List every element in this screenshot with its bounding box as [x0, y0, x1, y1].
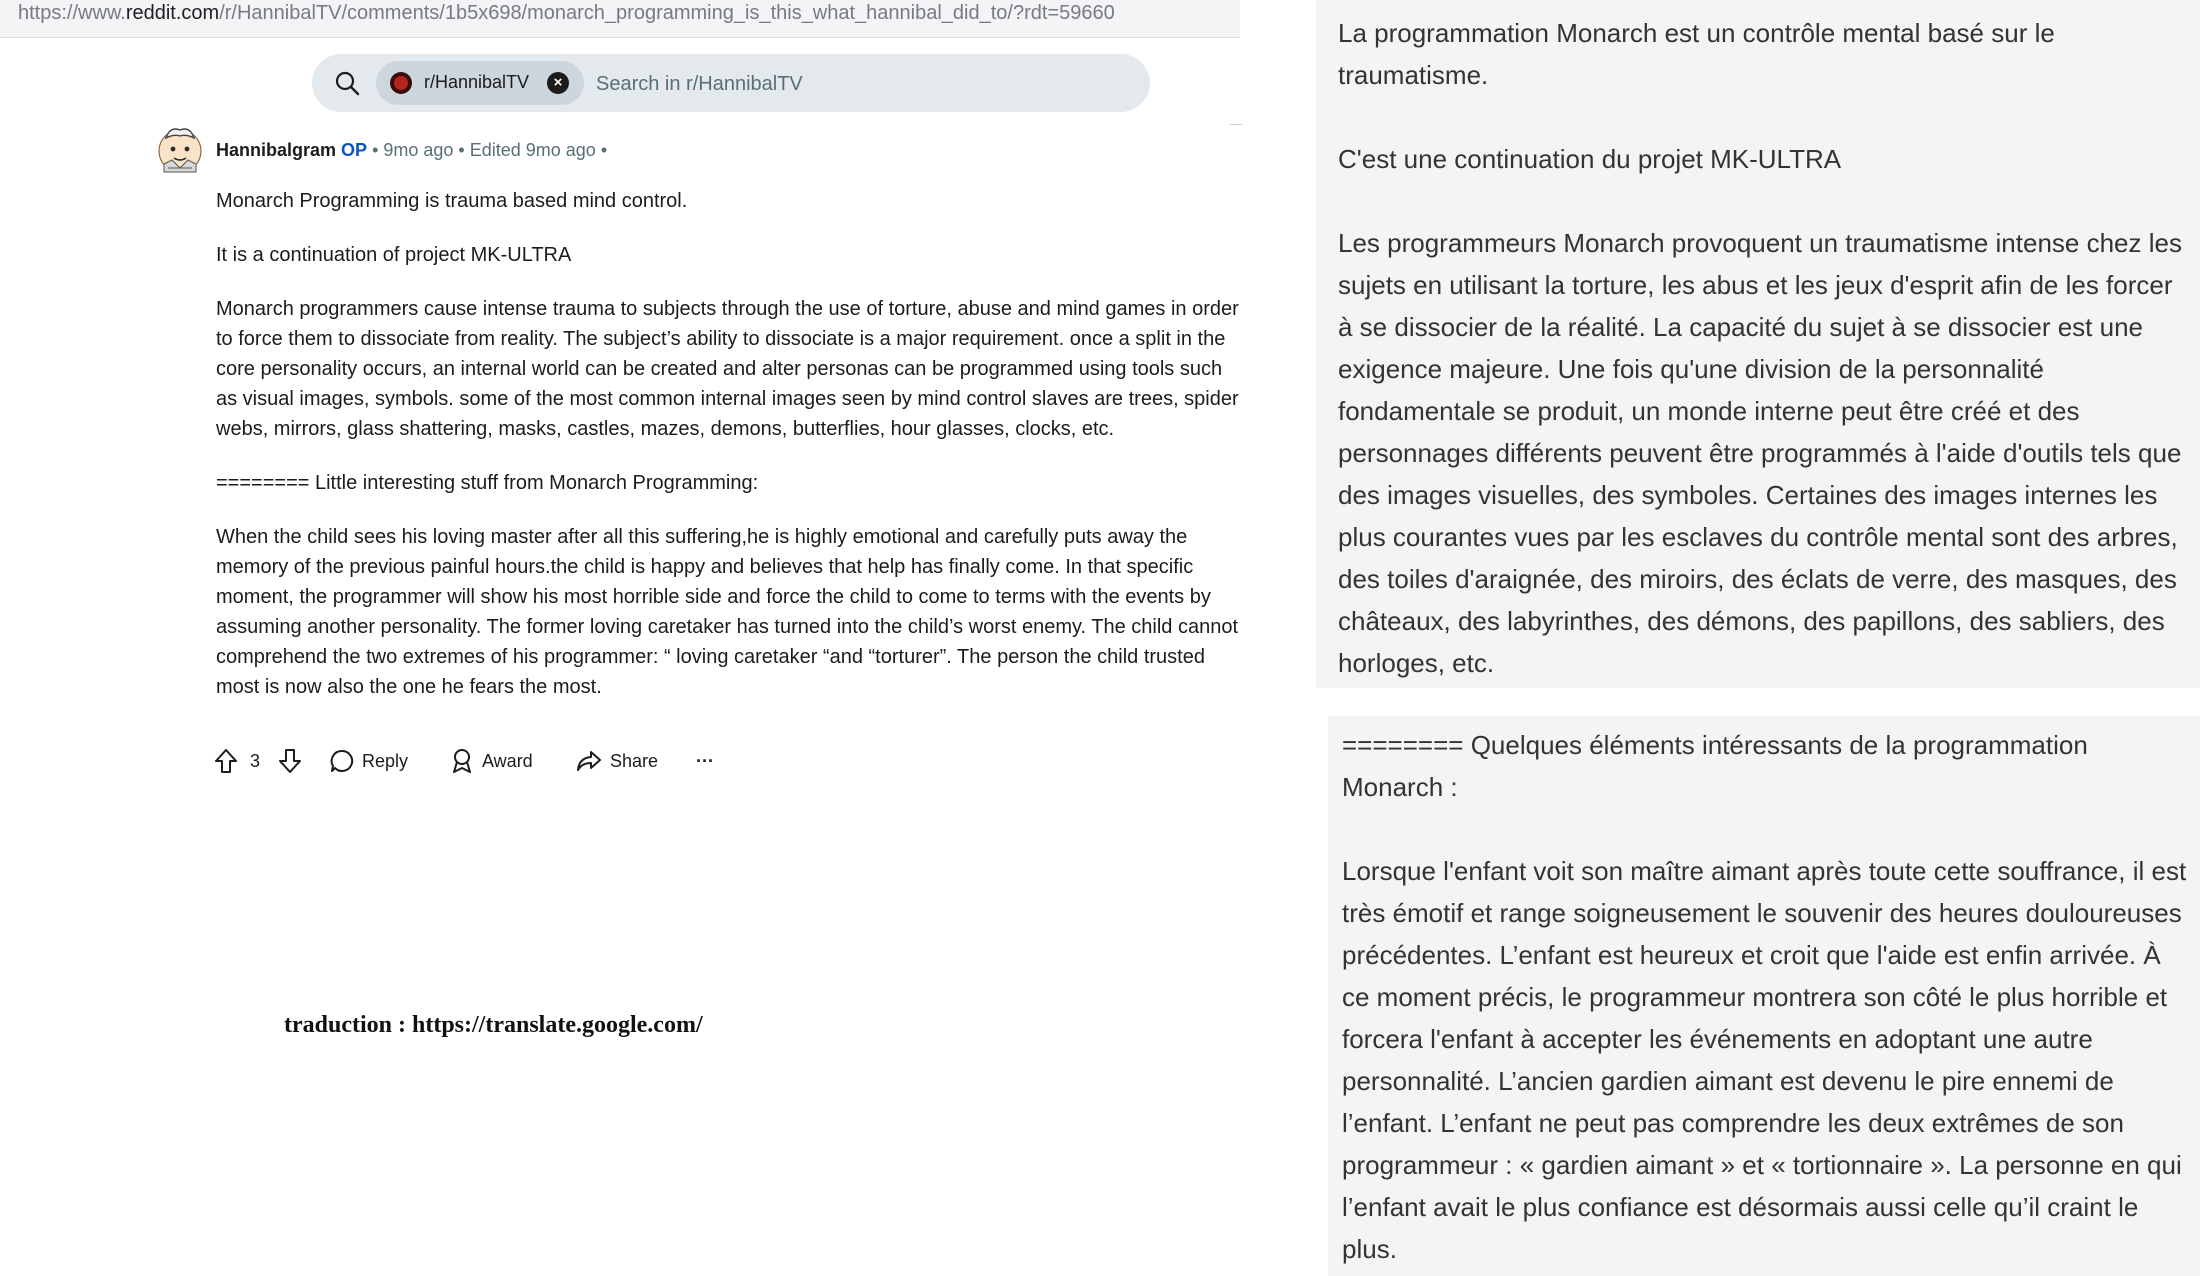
comment-paragraph: It is a continuation of project MK-ULTRA	[216, 244, 572, 266]
upvote-button[interactable]	[214, 746, 238, 776]
translation-panel-top	[1316, 0, 2200, 688]
translation-credit: traduction : https://translate.google.com/	[284, 1012, 703, 1038]
reply-label: Reply	[362, 750, 409, 771]
share-button[interactable]	[576, 746, 658, 776]
award-icon	[450, 748, 474, 774]
comment-paragraph: Monarch Programming is trauma based mind control.	[216, 190, 688, 212]
subreddit-chip-label: r/HannibalTV	[424, 72, 530, 92]
author-name[interactable]: Hannibalgram	[216, 140, 337, 160]
url-prefix: https://www.	[18, 2, 126, 24]
search-input[interactable]	[594, 62, 1118, 106]
comment-paragraph: ======== Little interesting stuff from Monarch Programming:	[216, 472, 759, 494]
subreddit-avatar	[390, 72, 412, 94]
comment-paragraph: When the child sees his loving master after all this suffering,he is highly emotional and carefully puts away the memory of the previous painful hours.the child is happy and believes that help has finally come. In that specific moment, the programmer will show his most horrible side and force the child to come to terms with the events by assuming another personality. The former loving caretaker has turned into the child’s worst enemy. The child cannot comprehend the two extremes of his programmer: “ loving caretaker “and “torturer”. The person the child trusted most is now also the one he fears the most.	[216, 526, 1239, 698]
reply-button[interactable]	[330, 746, 408, 776]
address-bar[interactable]	[0, 0, 1240, 38]
translation-paragraph: La programmation Monarch est un contrôle mental basé sur le traumatisme.	[1338, 18, 2055, 90]
url-path: /r/HannibalTV/comments/1b5x698/monarch_programming_is_this_what_hannibal_did_to/?rdt=59660	[219, 2, 1115, 24]
translation-panel-bottom	[1328, 716, 2200, 1276]
comment-body	[216, 186, 1240, 726]
comment-timestamp: • 9mo ago • Edited 9mo ago •	[372, 140, 608, 160]
more-options-button[interactable]	[696, 746, 714, 776]
subreddit-search-bar[interactable]	[312, 54, 1150, 112]
translation-paragraph: Les programmeurs Monarch provoquent un traumatisme intense chez les sujets en utilisant la torture, les abus et les jeux d'esprit afin de les forcer à se dissocier de la réalité. La capacité du sujet à se dissocier est une exigence majeure. Une fois qu'une division de la personnalité fondamentale se produit, un monde interne peut être créé et des personnages différents peuvent être programmés à l'aide d'outils tels que des images visuelles, des symboles. Certaines des images internes les plus courantes vues par les esclaves du contrôle mental sont des arbres, des toiles d'araignée, des miroirs, des éclats de verre, des masques, des châteaux, des labyrinthes, des démons, des papillons, des sabliers, des horloges, etc.	[1338, 228, 2182, 678]
avatar[interactable]	[156, 124, 204, 174]
close-icon[interactable]: ×	[547, 72, 569, 94]
divider	[1230, 124, 1242, 125]
comment-bubble-icon	[330, 749, 354, 773]
url-domain: reddit.com	[125, 2, 220, 24]
vote-count-label: 3	[250, 750, 261, 771]
search-icon[interactable]	[334, 70, 360, 96]
subreddit-filter-chip[interactable]	[376, 61, 584, 105]
comment-meta	[216, 140, 607, 161]
address-url[interactable]	[18, 2, 1115, 25]
downvote-icon[interactable]	[278, 748, 302, 774]
share-icon	[576, 749, 602, 773]
award-label: Award	[482, 750, 533, 771]
op-badge: OP	[341, 140, 368, 160]
comment-paragraph: Monarch programmers cause intense trauma to subjects through the use of torture, abuse and mind games in order to force them to dissociate from reality. The subject’s ability to dissociate is a major requirement. once a split in the core personality occurs, an internal world can be created and alter personas can be programmed using tools such as visual images, symbols. some of the most common internal images seen by mind control slaves are trees, spider webs, mirrors, glass shattering, masks, castles, mazes, demons, butterflies, hour glasses, clocks, etc.	[216, 298, 1239, 440]
downvote-button[interactable]	[278, 746, 302, 776]
award-button[interactable]	[450, 746, 533, 776]
vote-count	[250, 746, 260, 776]
share-label: Share	[610, 750, 659, 771]
translation-paragraph: C'est une continuation du projet MK-ULTRA	[1338, 144, 1842, 174]
upvote-icon[interactable]	[214, 748, 238, 774]
more-options-label: ···	[696, 750, 714, 771]
translation-paragraph: ======== Quelques éléments intéressants de la programmation Monarch :	[1342, 730, 2088, 802]
translation-paragraph: Lorsque l'enfant voit son maître aimant après toute cette souffrance, il est très émotif et range soigneusement le souvenir des heures douloureuses précédentes. L’enfant est heureux et croit que l'aide est enfin arrivée. À ce moment précis, le programmeur montrera son côté le plus horrible et forcera l'enfant à accepter les événements en adoptant une autre personnalité. L’ancien gardien aimant est devenu le pire ennemi de l’enfant. L’enfant ne peut pas comprendre les deux extrêmes de son programmeur : « gardien aimant » et « tortionnaire ». La personne en qui l’enfant avait le plus confiance est désormais aussi celle qu’il craint le plus.	[1342, 856, 2187, 1264]
